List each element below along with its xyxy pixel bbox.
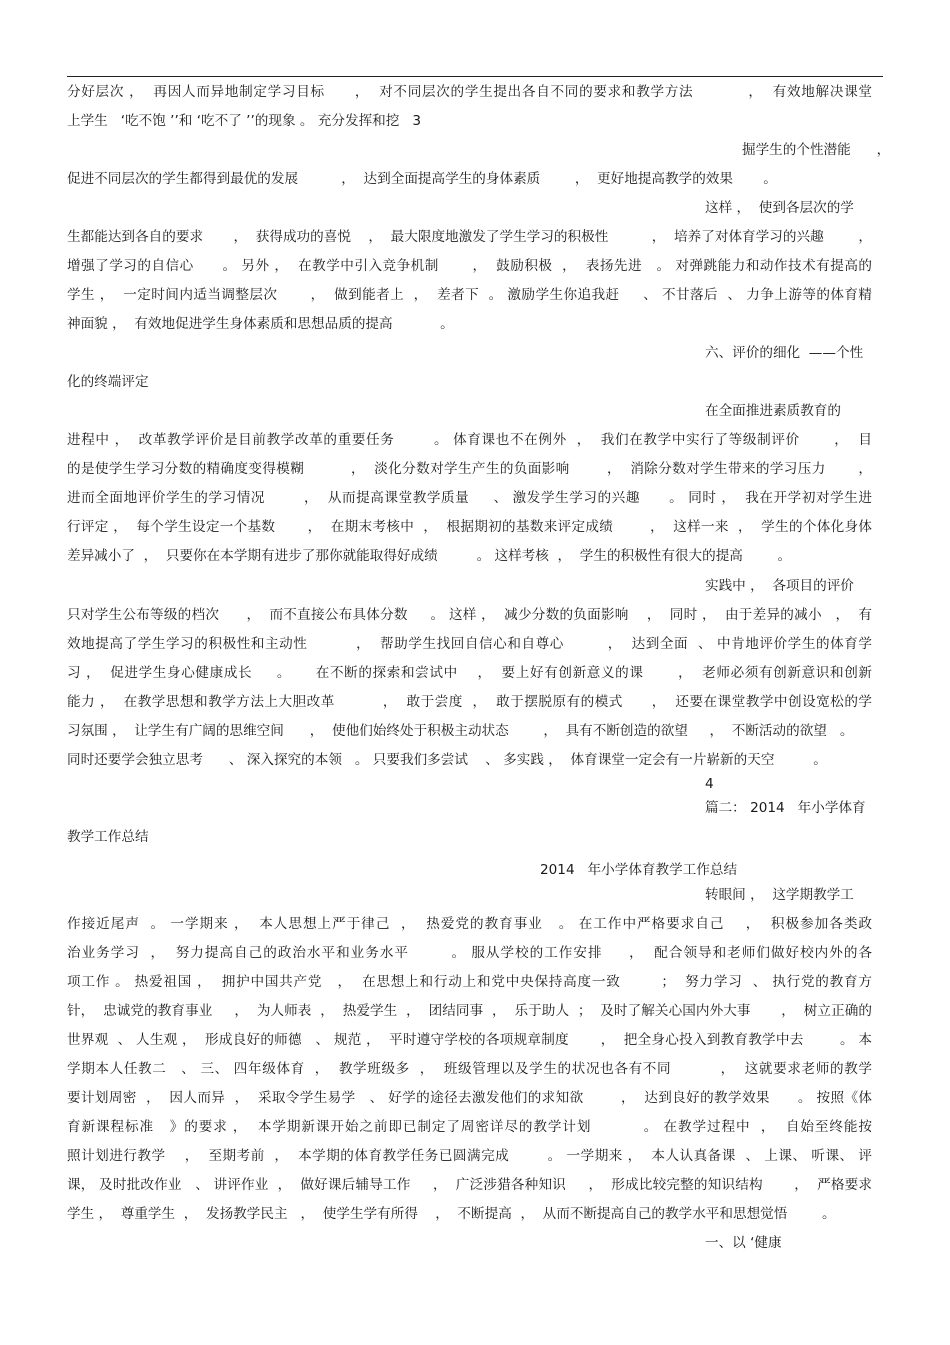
body-line: 能力 ， 在教学思想和教学方法上大胆改革 ， 敢于尝度 ， 敢于摆脱原有的模式 ， 还要在课堂教学中创设宽松的学 bbox=[67, 694, 872, 710]
body-line: 神面貌 ， 有效地促进学生身体素质和思想品质的提高 。 bbox=[67, 316, 454, 332]
section-heading: 教学工作总结 bbox=[67, 829, 149, 845]
body-line: 在全面推进素质教育的 bbox=[705, 403, 841, 419]
body-line: 的是使学生学习分数的精确度变得模糊 ， 淡化分数对学生产生的负面影响 ， 消除分数对学生带来的学习压力 ， bbox=[67, 461, 872, 477]
body-line: 行评定 ， 每个学生设定一个基数 ， 在期末考核中 ， 根据期初的基数来评定成绩 ， 这样一来 ， 学生的个体化身体 bbox=[67, 519, 872, 535]
body-line: 差异减小了 ， 只要你在本学期有进步了那你就能取得好成绩 。 这样考核 ， 学生的积极性有很大的提高 。 bbox=[67, 548, 792, 564]
body-line: 分好层次 ， 再因人而异地制定学习目标 ， 对不同层次的学生提出各自不同的要求和教学方法 ， 有效地解决课堂 bbox=[67, 84, 872, 100]
body-line: 学期本人任教二 、 三、 四年级体育 ， 教学班级多 ， 班级管理以及学生的状况也各有不同 ， 这就要求老师的教学 bbox=[67, 1061, 872, 1077]
body-line: 习 ， 促进学生身心健康成长 。 在不断的探索和尝试中 ， 要上好有创新意义的课 ， 老师必须有创新意识和创新 bbox=[67, 665, 872, 681]
body-line: 掘学生的个性潜能 ， bbox=[742, 142, 891, 158]
body-line: 世界观 、 人生观 ， 形成良好的师德 、 规范 ， 平时遵守学校的各项规章制度 ， 把全身心投入到教育教学中去 。 本 bbox=[67, 1032, 872, 1048]
top-rule bbox=[67, 76, 883, 77]
body-line: 课， 及时批改作业 、 讲评作业 ， 做好课后辅导工作 ， 广泛涉猎各种知识 ， 形成比较完整的知识结构 ， 严格要求 bbox=[67, 1177, 872, 1193]
body-line: 同时还要学会独立思考 、 深入探究的本领 。 只要我们多尝试 、 多实践 ， 体育课堂一定会有一片崭新的天空 。 bbox=[67, 752, 827, 768]
document-title: 2014 年小学体育教学工作总结 bbox=[540, 862, 738, 878]
section-heading: 篇二： 2014 年小学体育 bbox=[705, 800, 866, 816]
body-line: 治业务学习 ， 努力提高自己的政治水平和业务水平 。 服从学校的工作安排 ， 配合领导和老师们做好校内外的各 bbox=[67, 945, 872, 961]
section-heading: 一、以 ‘健康 bbox=[705, 1235, 782, 1251]
body-line: 要计划周密 ， 因人而异 ， 采取令学生易学 、 好学的途径去激发他们的求知欲 ， 达到良好的教学效果 。 按照《体 bbox=[67, 1090, 872, 1106]
body-line: 进而全面地评价学生的学习情况 ， 从而提高课堂教学质量 、 激发学生学习的兴趣 。 同时 ， 我在开学初对学生进 bbox=[67, 490, 872, 506]
body-line: 促进不同层次的学生都得到最优的发展 ， 达到全面提高学生的身体素质 ， 更好地提高教学的效果 。 bbox=[67, 171, 777, 187]
body-line: 照计划进行教学 ， 至期考前 ， 本学期的体育教学任务已圆满完成 。 一学期来 ， 本人认真备课 、 上课、 听课、 评 bbox=[67, 1148, 872, 1164]
body-line: 效地提高了学生学习的积极性和主动性 ， 帮助学生找回自信心和自尊心 ， 达到全面 、 中肯地评价学生的体育学 bbox=[67, 636, 872, 652]
body-line: 这样 ， 使到各层次的学 bbox=[705, 200, 854, 216]
body-line: 进程中 ， 改革教学评价是目前教学改革的重要任务 。 体育课也不在例外 ， 我们在教学中实行了等级制评价 ， 目 bbox=[67, 432, 872, 448]
page-number: 4 bbox=[705, 776, 714, 792]
body-line: 育新课程标准 》的要求 ， 本学期新课开始之前即已制定了周密详尽的教学计划 。 在教学过程中 ， 自始至终能按 bbox=[67, 1119, 872, 1135]
body-line: 针， 忠诚党的教育事业 ， 为人师表 ， 热爱学生 ， 团结同事 ， 乐于助人 ； 及时了解关心国内外大事 ， 树立正确的 bbox=[67, 1003, 872, 1019]
body-line: 项工作 。 热爱祖国 ， 拥护中国共产党 ， 在思想上和行动上和党中央保持高度一致 ； 努力学习 、 执行党的教育方 bbox=[67, 974, 872, 990]
body-line: 增强了学习的自信心 。 另外 ， 在教学中引入竞争机制 ， 鼓励积极 ， 表扬先进 。 对弹跳能力和动作技术有提高的 bbox=[67, 258, 872, 274]
body-line: 只对学生公布等级的档次 ， 而不直接公布具体分数 。 这样 ， 减少分数的负面影响 ， 同时 ， 由于差异的减小 ， 有 bbox=[67, 607, 872, 623]
section-heading: 化的终端评定 bbox=[67, 374, 149, 390]
body-line: 作接近尾声 。 一学期来 ， 本人思想上严于律己 ， 热爱党的教育事业 。 在工作中严格要求自己 ， 积极参加各类政 bbox=[67, 916, 872, 932]
body-line: 学生 ， 尊重学生 ， 发扬教学民主 ， 使学生学有所得 ， 不断提高 ， 从而不断提高自己的教学水平和思想觉悟 。 bbox=[67, 1206, 836, 1222]
body-line: 转眼间 ， 这学期教学工 bbox=[705, 887, 854, 903]
body-line: 学生 ， 一定时间内适当调整层次 ， 做到能者上 ， 差者下 。 激励学生你追我赶 、 不甘落后 、 力争上游等的体育精 bbox=[67, 287, 872, 303]
body-line: 上学生 ‘吃不饱 ’’和 ‘吃不了 ’’的现象 。 充分发挥和挖 3 bbox=[67, 113, 421, 129]
section-heading: 六、评价的细化 ——个性 bbox=[705, 345, 864, 361]
body-line: 实践中 ， 各项目的评价 bbox=[705, 578, 854, 594]
body-line: 习氛围 ， 让学生有广阔的思维空间 ， 使他们始终处于积极主动状态 ， 具有不断创造的欲望 ， 不断活动的欲望 。 bbox=[67, 723, 854, 739]
body-line: 生都能达到各自的要求 ， 获得成功的喜悦 ， 最大限度地激发了学生学习的积极性 ， 培养了对体育学习的兴趣 ， bbox=[67, 229, 872, 245]
